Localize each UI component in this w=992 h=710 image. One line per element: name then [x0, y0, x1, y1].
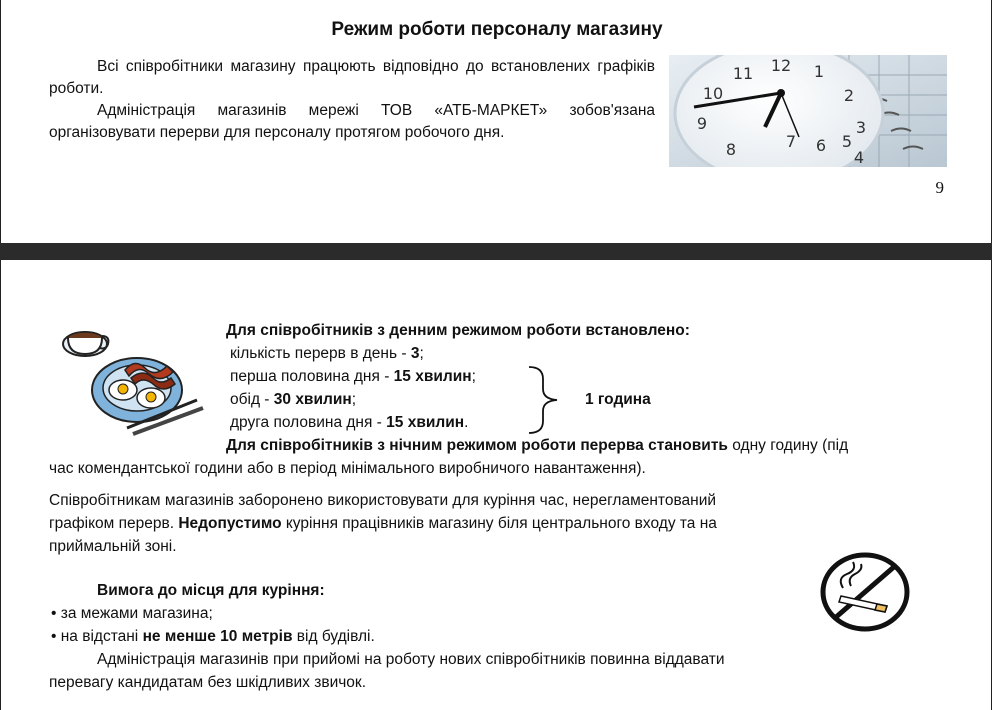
second-half-line — [230, 412, 468, 434]
no-smoking-icon — [819, 552, 911, 632]
day-mode-heading: Для співробітників з денним режимом роботи встановлено: — [226, 322, 690, 339]
breakfast-image — [57, 318, 207, 438]
clock-number: 10 — [702, 84, 724, 103]
breaks-count-end: ; — [419, 345, 424, 362]
clock-image — [669, 55, 947, 167]
clock-number: 9 — [696, 114, 708, 133]
smoking-line-3: приймальній зоні. — [49, 538, 177, 555]
second-half-value: 15 хвилин — [386, 414, 465, 431]
bullet-outside-store: • за межами магазина; — [51, 605, 213, 622]
clock-number: 1 — [813, 62, 825, 81]
smoking-forbidden: Недопустимо — [178, 515, 282, 532]
lunch-value: 30 хвилин — [273, 391, 352, 408]
page-title: Режим роботи персоналу магазину — [331, 19, 663, 40]
smoking-line-2a: графіком перерв. — [49, 515, 179, 532]
paragraph-schedules: Всі співробітники магазину працюють відповідно до встановлених графіків роботи. — [49, 58, 655, 97]
breaks-count-value: 3 — [410, 345, 420, 362]
second-half-end: . — [464, 414, 469, 431]
clock-number: 2 — [843, 86, 855, 105]
page-1 — [0, 0, 992, 243]
page-separator — [0, 243, 992, 260]
clock-number: 3 — [855, 118, 867, 137]
admin-line-1: Адміністрація магазинів при прийомі на роботу нових співробітників повинна віддавати — [97, 651, 725, 668]
smoking-line-2c: куріння працівників магазину біля центрального входу та на — [281, 515, 717, 532]
lunch-end: ; — [351, 391, 357, 408]
bullet-distance-c: від будівлі. — [292, 628, 375, 645]
paragraph-administration-text: Адміністрація магазинів мережі ТОВ «АТБ-МАРКЕТ» зобов'язана організовувати перерви для персоналу протягом робочого дня. — [49, 102, 655, 141]
smoking-line-2 — [49, 513, 945, 535]
night-mode-line-1 — [226, 435, 848, 457]
first-half-value: 15 хвилин — [393, 368, 472, 385]
clock-number: 11 — [732, 64, 754, 83]
page-number: 9 — [935, 178, 944, 197]
smoking-place-heading: Вимога до місця для куріння: — [97, 582, 325, 599]
second-half-label: друга половина дня - — [230, 414, 387, 431]
admin-line-2: перевагу кандидатам без шкідливих звичок. — [49, 674, 367, 691]
total-break-time: 1 година — [585, 391, 651, 408]
lunch-label: обід - — [230, 391, 274, 408]
breaks-count-label: кількість перерв в день - — [230, 345, 411, 362]
page-2 — [0, 260, 992, 710]
clock-number: 4 — [853, 148, 865, 167]
bullet-distance: • на відстані не менше 10 метрів від будівлі. — [51, 628, 375, 645]
lunch-line — [230, 389, 356, 411]
clock-number: 12 — [770, 56, 792, 75]
night-mode-rest: одну годину (під — [727, 437, 849, 454]
breaks-count-line — [230, 343, 424, 365]
bullet-distance-a: на відстані — [60, 628, 143, 645]
clock-number: 6 — [815, 136, 827, 155]
curly-brace — [525, 364, 565, 436]
smoking-line-1: Співробітникам магазинів заборонено використовувати для куріння час, нерегламентований — [49, 492, 717, 509]
bullet-outside-store-text: за межами магазина; — [60, 605, 213, 622]
clock-number: 7 — [785, 132, 797, 151]
clock-number: 5 — [841, 132, 853, 151]
first-half-line — [230, 366, 476, 388]
night-mode-line-2: час комендантської години або в період мінімального виробничого навантаження). — [49, 460, 646, 477]
bullet-distance-value: не менше 10 метрів — [142, 628, 293, 645]
first-half-end: ; — [471, 368, 476, 385]
first-half-label: перша половина дня - — [230, 368, 394, 385]
paragraph-administration — [49, 100, 655, 144]
clock-number: 8 — [725, 140, 737, 159]
night-mode-heading: Для співробітників з нічним режимом роботи перерва становить — [226, 437, 728, 454]
